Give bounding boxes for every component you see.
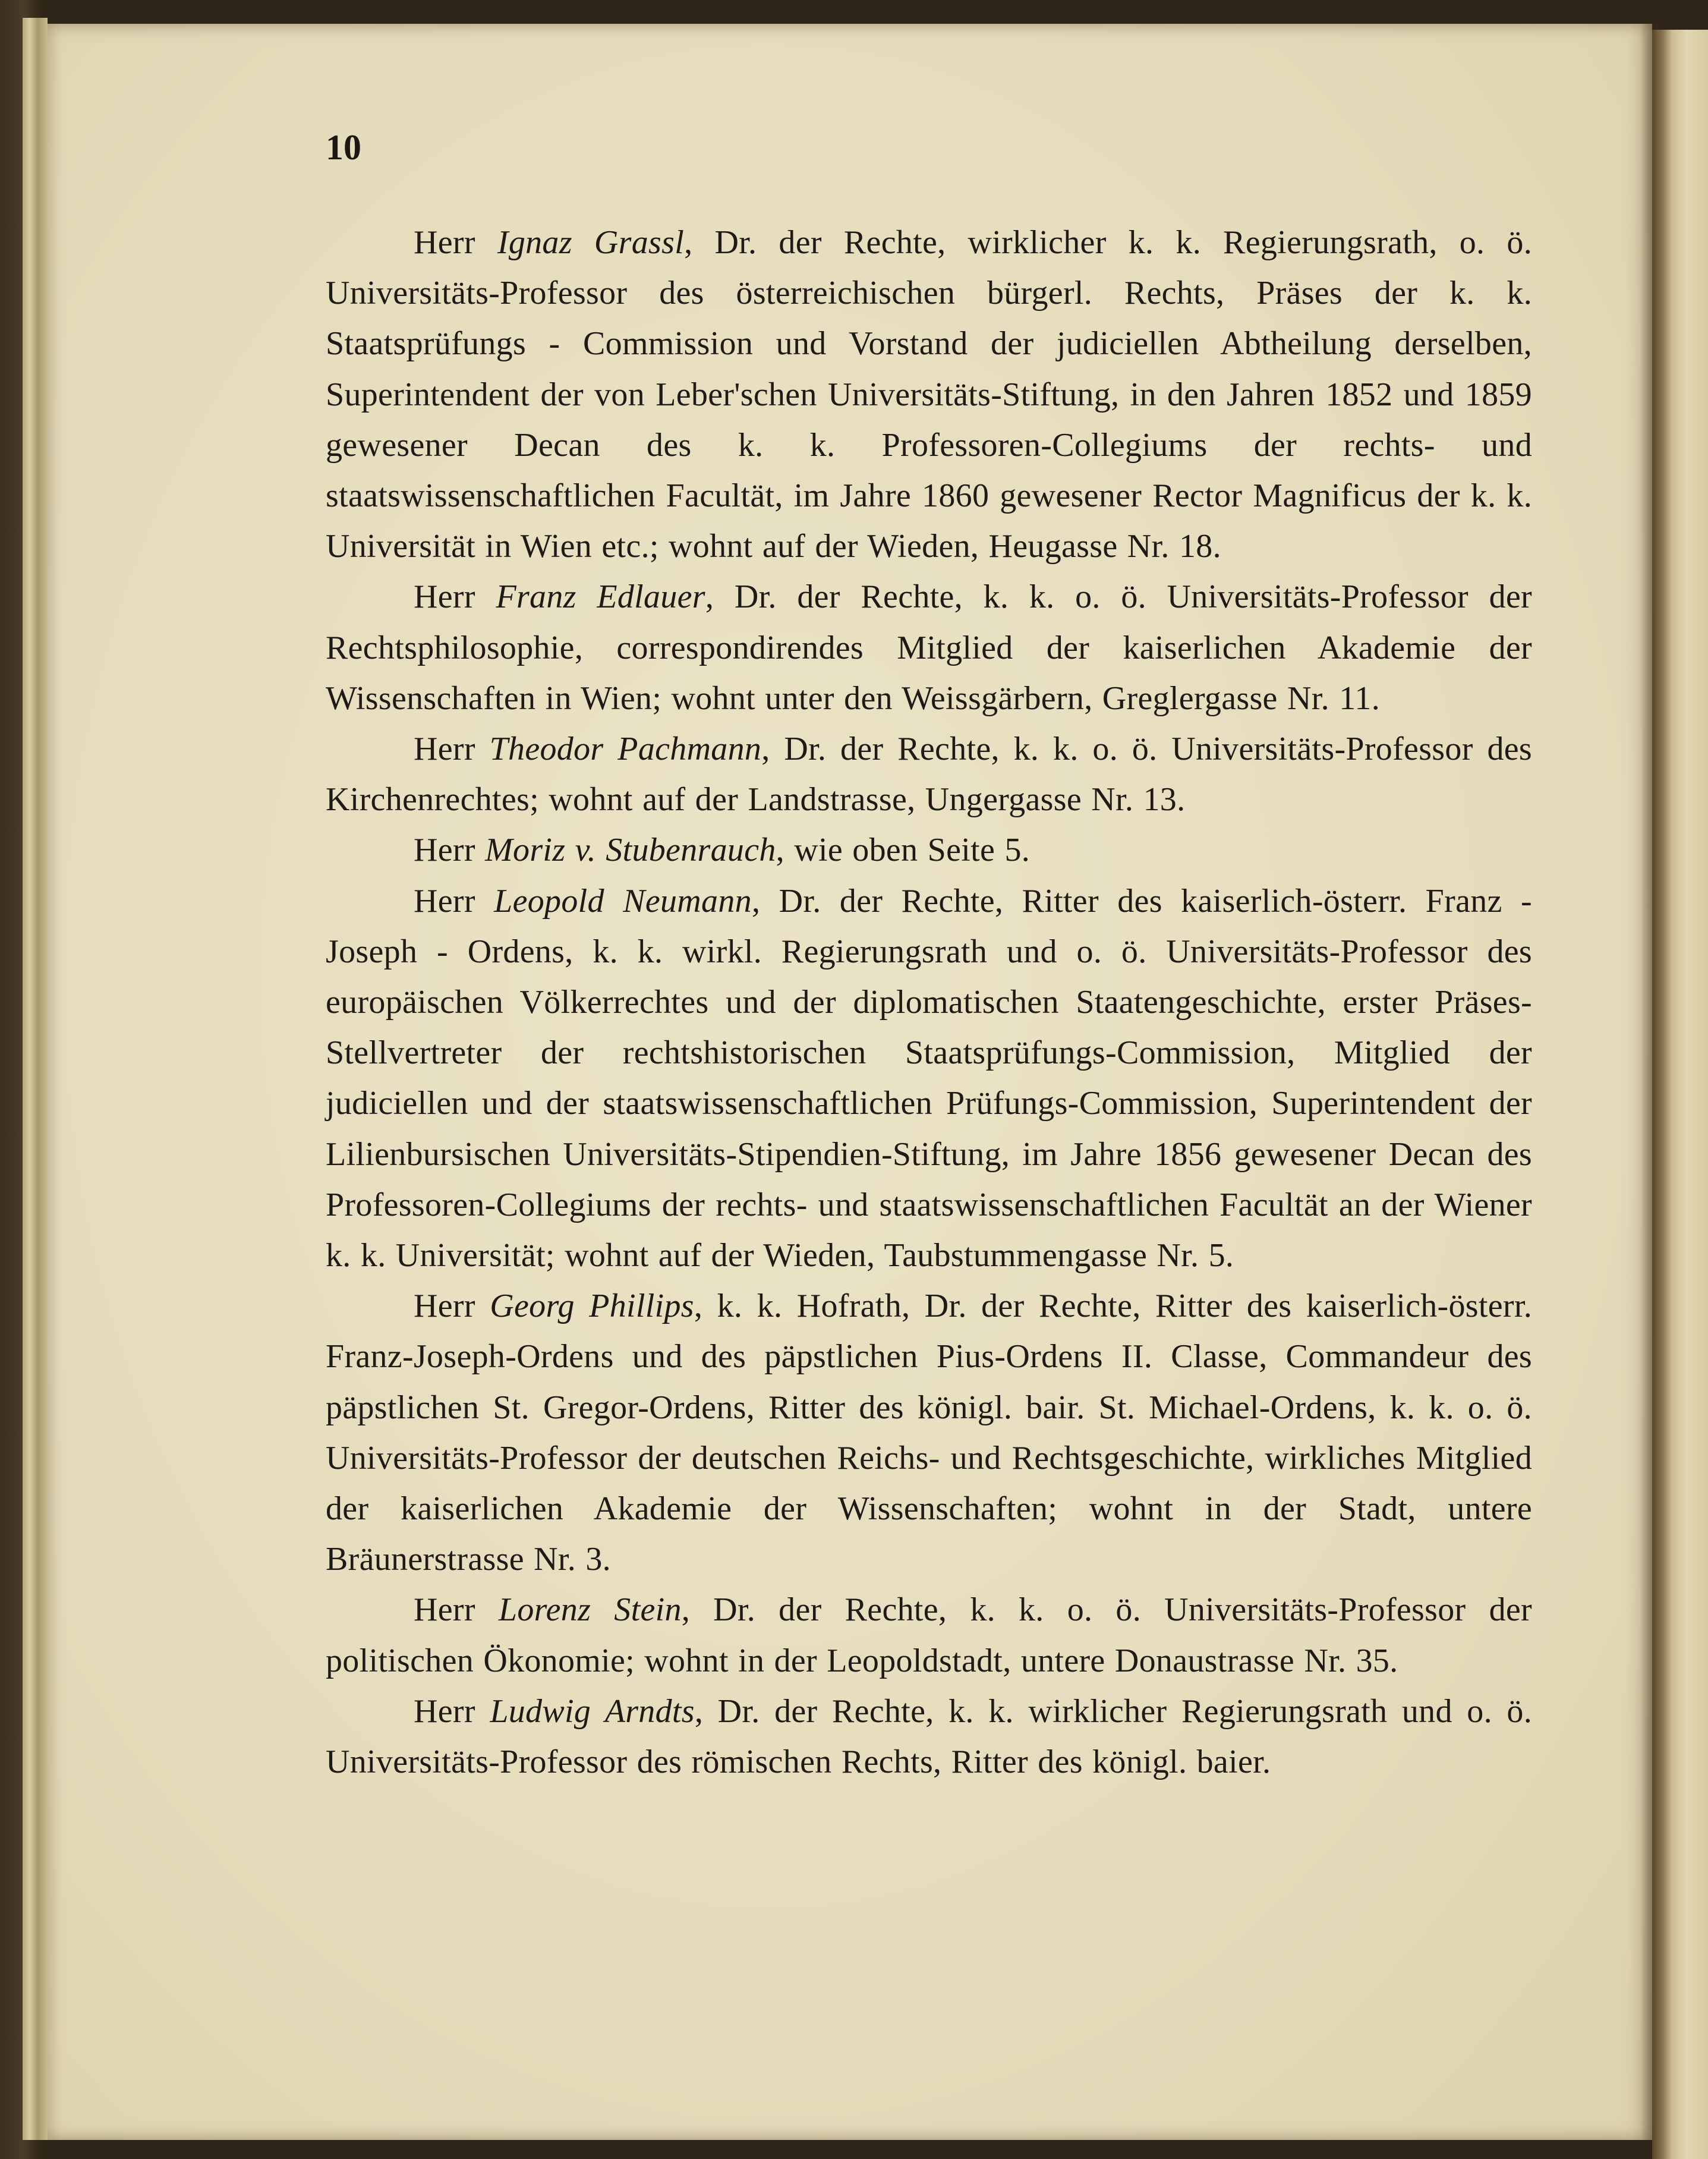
entry-text: , Dr. der Rechte, k. k. o. ö. Universitäts-Professor der politischen Ökonomie; wohnt in der Leopoldstadt, untere Donaustrasse Nr. 35.	[326, 1591, 1532, 1679]
entry-georg-phillips	[326, 1281, 1532, 1585]
entry-ignaz-grassl	[326, 218, 1532, 572]
entry-lead: Herr	[414, 224, 497, 261]
entry-theodor-pachmann	[326, 724, 1532, 825]
entry-lead: Herr	[414, 882, 494, 920]
person-name: Leopold Neumann	[494, 882, 752, 920]
entry-lorenz-stein	[326, 1585, 1532, 1686]
entry-text: , Dr. der Rechte, k. k. o. ö. Universitäts-Professor des Kirchenrechtes; wohnt auf der Landstrasse, Ungergasse Nr. 13.	[326, 731, 1532, 819]
entry-text: , wie oben Seite 5.	[776, 832, 1031, 869]
person-name: Ignaz Grassl	[497, 224, 685, 261]
entry-text: , Dr. der Rechte, k. k. o. ö. Universitäts-Professor der Rechtsphilosophie, correspondirendes Mitglied der kaiserlichen Akademie der Wissenschaften in Wien; wohnt unter den Weissgärbern, Greglergasse Nr. 11.	[326, 578, 1533, 717]
entry-text: , k. k. Hofrath, Dr. der Rechte, Ritter des kaiserlich-österr. Franz-Joseph-Ordens und des päpstlichen Pius-Ordens II. Classe, Commandeur des päpstlichen St. Gregor-Ordens, Ritter des königl. bair. St. Michael-Ordens, k. k. o. ö. Universitäts-Professor der deutschen Reichs- und Rechtsgeschichte, wirkliches Mitglied der kaiserlichen Akademie der Wissenschaften; wohnt in der Stadt, untere Bräunerstrasse Nr. 3.	[326, 1288, 1532, 1578]
entry-text: , Dr. der Rechte, k. k. wirklicher Regierungsrath und o. ö. Universitäts-Professor des römischen Rechts, Ritter des königl. baier.	[326, 1692, 1533, 1781]
entry-moriz-stubenrauch	[326, 825, 1532, 876]
entry-text: , Dr. der Rechte, Ritter des kaiserlich-österr. Franz - Joseph - Ordens, k. k. wirkl. Regierungsrath und o. ö. Universitäts-Professor des europäischen Völkerrechtes und der diplomatischen Staatengeschichte, erster Präses-Stellvertreter der rechtshistorischen Staatsprüfungs-Commission, Mitglied der judiciellen und der staatswissenschaftlichen Prüfungs-Commission, Superintendent der Lilienbursischen Universitäts-Stipendien-Stiftung, im Jahre 1856 gewesener Decan des Professoren-Collegiums der rechts- und staatswissenschaftlichen Facultät an der Wiener k. k. Universität; wohnt auf der Wieden, Taubstummengasse Nr. 5.	[326, 882, 1532, 1274]
person-name: Moriz v. Stubenrauch	[485, 832, 776, 869]
person-name: Franz Edlauer	[496, 578, 705, 616]
page-body	[326, 218, 1532, 1787]
entry-text: , Dr. der Rechte, wirklicher k. k. Regierungsrath, o. ö. Universitäts-Professor des österreichischen bürgerl. Rechts, Präses der k. k. Staatsprüfungs - Commission und Vorstand der judiciellen Abtheilung derselben, Superintendent der von Leber'schen Universitäts-Stiftung, in den Jahren 1852 und 1859 gewesener Decan des k. k. Professoren-Collegiums der rechts- und staatswissenschaftlichen Facultät, im Jahre 1860 gewesener Rector Magnificus der k. k. Universität in Wien etc.; wohnt auf der Wieden, Heugasse Nr. 18.	[326, 224, 1533, 565]
person-name: Georg Phillips	[490, 1288, 694, 1325]
person-name: Ludwig Arndts	[490, 1692, 695, 1730]
book-spine-edge	[23, 18, 48, 2140]
entry-lead: Herr	[414, 731, 490, 768]
person-name: Lorenz Stein	[498, 1591, 682, 1629]
entry-ludwig-arndts	[326, 1686, 1532, 1787]
entry-lead: Herr	[414, 1692, 490, 1730]
entry-lead: Herr	[414, 1591, 499, 1629]
entry-leopold-neumann	[326, 876, 1532, 1282]
page-number: 10	[326, 128, 361, 167]
entry-lead: Herr	[414, 578, 496, 616]
next-page-edge	[1652, 30, 1708, 2159]
entry-franz-edlauer	[326, 572, 1532, 724]
entry-lead: Herr	[414, 1288, 490, 1325]
person-name: Theodor Pachmann	[489, 731, 762, 768]
entry-lead: Herr	[414, 832, 486, 869]
